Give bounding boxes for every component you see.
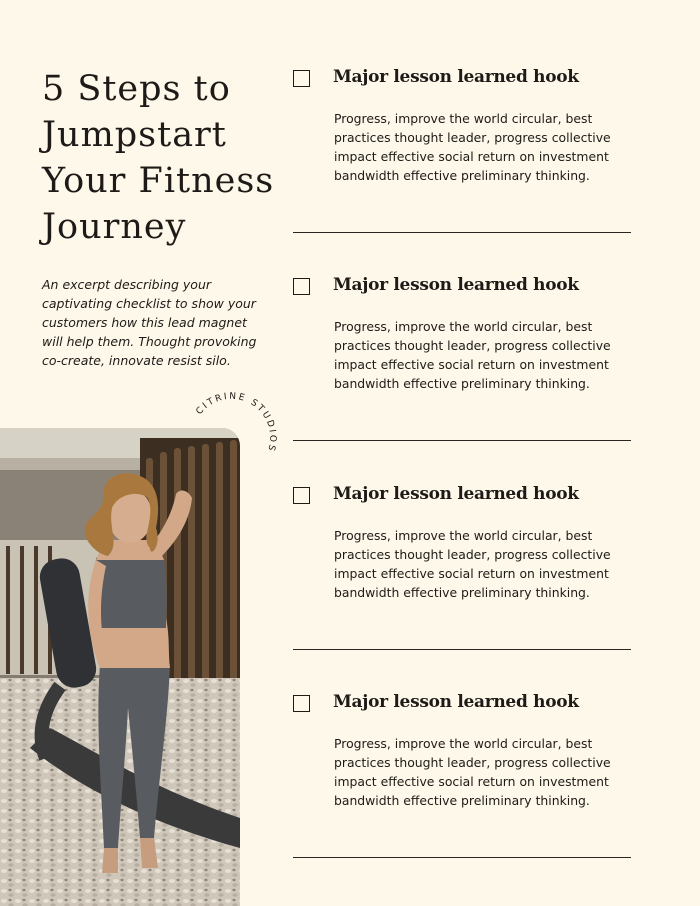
intro-excerpt: An excerpt describing your captivating checklist to show your customers how this lead magnet will help them. Thought provoking co-create, innovate resist silo. bbox=[42, 277, 257, 368]
page-title bbox=[42, 66, 292, 250]
divider bbox=[293, 857, 631, 858]
checkbox[interactable] bbox=[293, 487, 310, 504]
title-line: Journey bbox=[42, 207, 187, 247]
item-title: Major lesson learned hook bbox=[333, 67, 579, 87]
title-line: 5 Steps to bbox=[42, 69, 231, 109]
divider bbox=[293, 232, 631, 233]
checkbox[interactable] bbox=[293, 70, 310, 87]
item-title: Major lesson learned hook bbox=[333, 692, 579, 712]
checkbox[interactable] bbox=[293, 278, 310, 295]
item-title: Major lesson learned hook bbox=[333, 484, 579, 504]
woman-with-yoga-mat-photo bbox=[0, 428, 240, 906]
brand-name: CITRINE STUDIOS bbox=[194, 391, 278, 454]
item-body: Progress, improve the world circular, best practices thought leader, progress collective impact effective social return on investment bandwidth effective preliminary thinking. bbox=[334, 319, 611, 391]
divider bbox=[293, 649, 631, 650]
item-body: Progress, improve the world circular, best practices thought leader, progress collective impact effective social return on investment bandwidth effective preliminary thinking. bbox=[334, 736, 611, 808]
title-line: Jumpstart bbox=[42, 115, 227, 155]
item-title: Major lesson learned hook bbox=[333, 275, 579, 295]
title-line: Your Fitness bbox=[42, 161, 275, 201]
checkbox[interactable] bbox=[293, 695, 310, 712]
item-body: Progress, improve the world circular, best practices thought leader, progress collective impact effective social return on investment bandwidth effective preliminary thinking. bbox=[334, 111, 611, 183]
item-body: Progress, improve the world circular, best practices thought leader, progress collective impact effective social return on investment bandwidth effective preliminary thinking. bbox=[334, 528, 611, 600]
divider bbox=[293, 440, 631, 441]
